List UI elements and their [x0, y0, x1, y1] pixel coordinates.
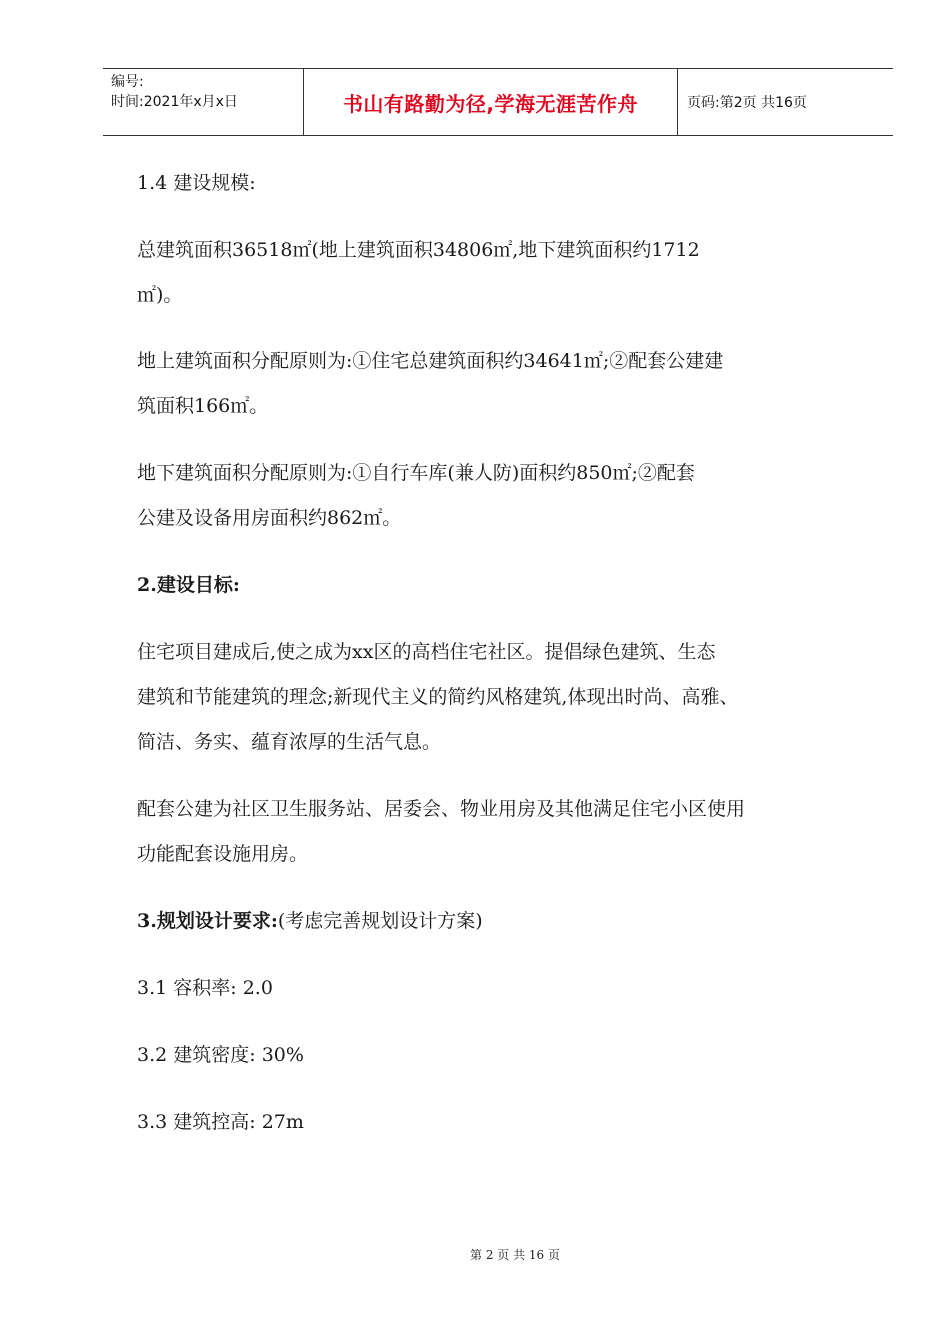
header-meta [103, 69, 304, 135]
paragraph-total-area-line-2: ㎡)。 [137, 284, 183, 306]
paragraph-underground-line-2: 公建及设备用房面积约862㎡。 [137, 507, 402, 529]
paragraph-above-ground-line-1: 地上建筑面积分配原则为:①住宅总建筑面积约34641㎡;②配套公建建 [137, 350, 724, 372]
paragraph-underground-line-1: 地下建筑面积分配原则为:①自行车库(兼人防)面积约850㎡;②配套 [137, 462, 695, 484]
document-number-label: 编号: [111, 74, 144, 90]
item-building-density: 3.2 建筑密度: 30% [137, 1044, 304, 1066]
document-time-label: 时间:2021年x月x日 [111, 94, 238, 110]
section-1-4-title: 1.4 建设规模: [137, 172, 256, 194]
paragraph-goal-line-3: 简洁、务实、蕴育浓厚的生活气息。 [137, 731, 442, 753]
paragraph-public-facilities-line-2: 功能配套设施用房。 [137, 843, 309, 865]
paragraph-above-ground-line-2: 筑面积166㎡。 [137, 395, 269, 417]
page-footer: 第 2 页 共 16 页 [470, 1248, 560, 1262]
page-header [103, 68, 893, 136]
paragraph-public-facilities-line-1: 配套公建为社区卫生服务站、居委会、物业用房及其他满足住宅小区使用 [137, 798, 746, 820]
section-3-note: (考虑完善规划设计方案) [277, 910, 483, 932]
paragraph-goal-line-1: 住宅项目建成后,使之成为xx区的高档住宅社区。提倡绿色建筑、生态 [137, 641, 716, 663]
item-plot-ratio: 3.1 容积率: 2.0 [137, 977, 273, 999]
item-height-limit: 3.3 建筑控高: 27m [137, 1111, 304, 1133]
section-3-title: 3.规划设计要求: [137, 910, 278, 932]
header-motto: 书山有路勤为径,学海无涯苦作舟 [304, 69, 678, 135]
header-page-label: 页码:第2页 共16页 [687, 95, 807, 111]
paragraph-goal-line-2: 建筑和节能建筑的理念;新现代主义的简约风格建筑,体现出时尚、高雅、 [137, 686, 739, 708]
paragraph-total-area-line-1: 总建筑面积36518㎡(地上建筑面积34806㎡,地下建筑面积约1712 [137, 239, 700, 261]
section-2-title: 2.建设目标: [137, 574, 240, 596]
section-3-heading [137, 898, 483, 944]
